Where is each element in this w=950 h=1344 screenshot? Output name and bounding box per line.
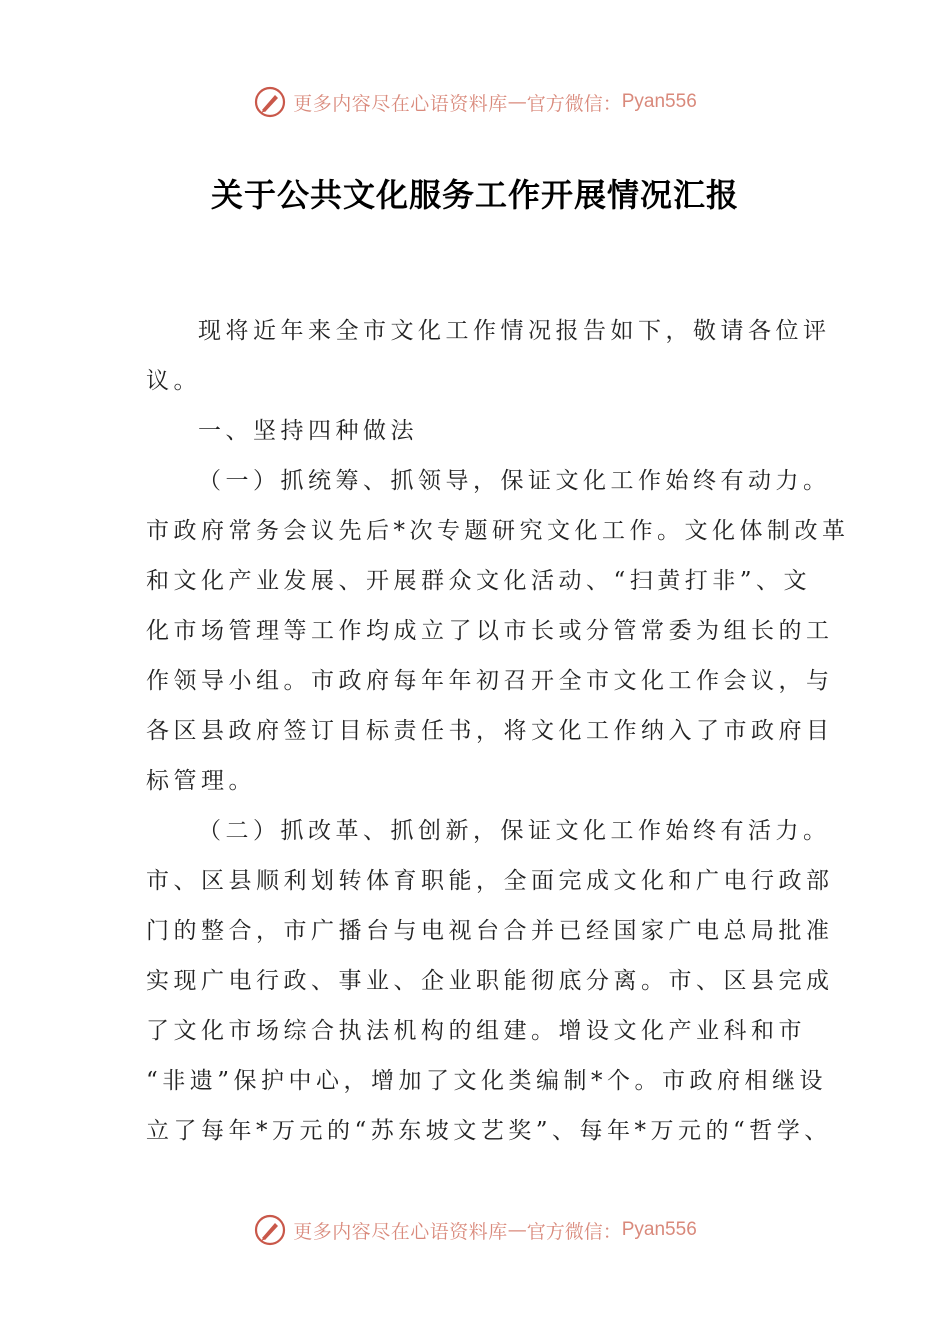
- text-line: 各区县政府签订目标责任书，将文化工作纳入了市政府目: [146, 718, 834, 744]
- intro-paragraph: [146, 306, 831, 406]
- text-line: 实现广电行政、事业、企业职能彻底分离。市、区县完成: [146, 968, 834, 994]
- text-line: 立了每年*万元的“苏东坡文艺奖”、每年*万元的“哲学、: [146, 1118, 832, 1144]
- section-heading: 一、坚持四种做法: [198, 418, 418, 444]
- watermark-wechat-label: 官方微信：: [526, 92, 622, 115]
- text-line: （二）抓改革、抓创新，保证文化工作始终有活力。: [198, 818, 831, 844]
- watermark-banner-bottom: [0, 1210, 950, 1250]
- text-line: （一）抓统筹、抓领导，保证文化工作始终有动力。: [198, 468, 831, 494]
- document-title: 关于公共文化服务工作开展情况汇报: [210, 176, 739, 214]
- text-line: 门的整合，市广播台与电视台合并已经国家广电总局批准: [146, 918, 834, 944]
- text-line: 标管理。: [146, 768, 256, 794]
- watermark-dash: —: [507, 1219, 527, 1241]
- paragraph-2: [146, 806, 834, 1156]
- watermark-main-text: 更多内容尽在心语资料库: [293, 92, 508, 115]
- text-line: 市、区县顺利划转体育职能，全面完成文化和广电行政部: [146, 868, 834, 894]
- text-line: 现将近年来全市文化工作情况报告如下，敬请各位评: [198, 318, 831, 344]
- text-line: 了文化市场综合执法机构的组建。增设文化产业科和市: [146, 1018, 806, 1044]
- text-line: 市政府常务会议先后*次专题研究文化工作。文化体制改革: [146, 518, 850, 544]
- text-line: 议。: [146, 368, 201, 394]
- text-line: 和文化产业发展、开展群众文化活动、“扫黄打非”、文: [146, 568, 812, 594]
- pen-circle-icon: [253, 1213, 287, 1247]
- paragraph-1: [146, 456, 850, 806]
- text-line: 化市场管理等工作均成立了以市长或分管常委为组长的工: [146, 618, 834, 644]
- pen-circle-icon: [253, 85, 287, 119]
- watermark-banner-top: [0, 82, 950, 122]
- watermark-wechat-id: Pyan556: [621, 91, 697, 112]
- watermark-main-text: 更多内容尽在心语资料库: [293, 1220, 508, 1243]
- watermark-wechat-label: 官方微信：: [526, 1220, 622, 1243]
- watermark-wechat-id: Pyan556: [621, 1219, 697, 1240]
- text-line: “非遗”保护中心，增加了文化类编制*个。市政府相继设: [146, 1068, 828, 1094]
- document-body: [146, 306, 850, 1156]
- text-line: 作领导小组。市政府每年年初召开全市文化工作会议，与: [146, 668, 834, 694]
- watermark-dash: —: [507, 91, 527, 113]
